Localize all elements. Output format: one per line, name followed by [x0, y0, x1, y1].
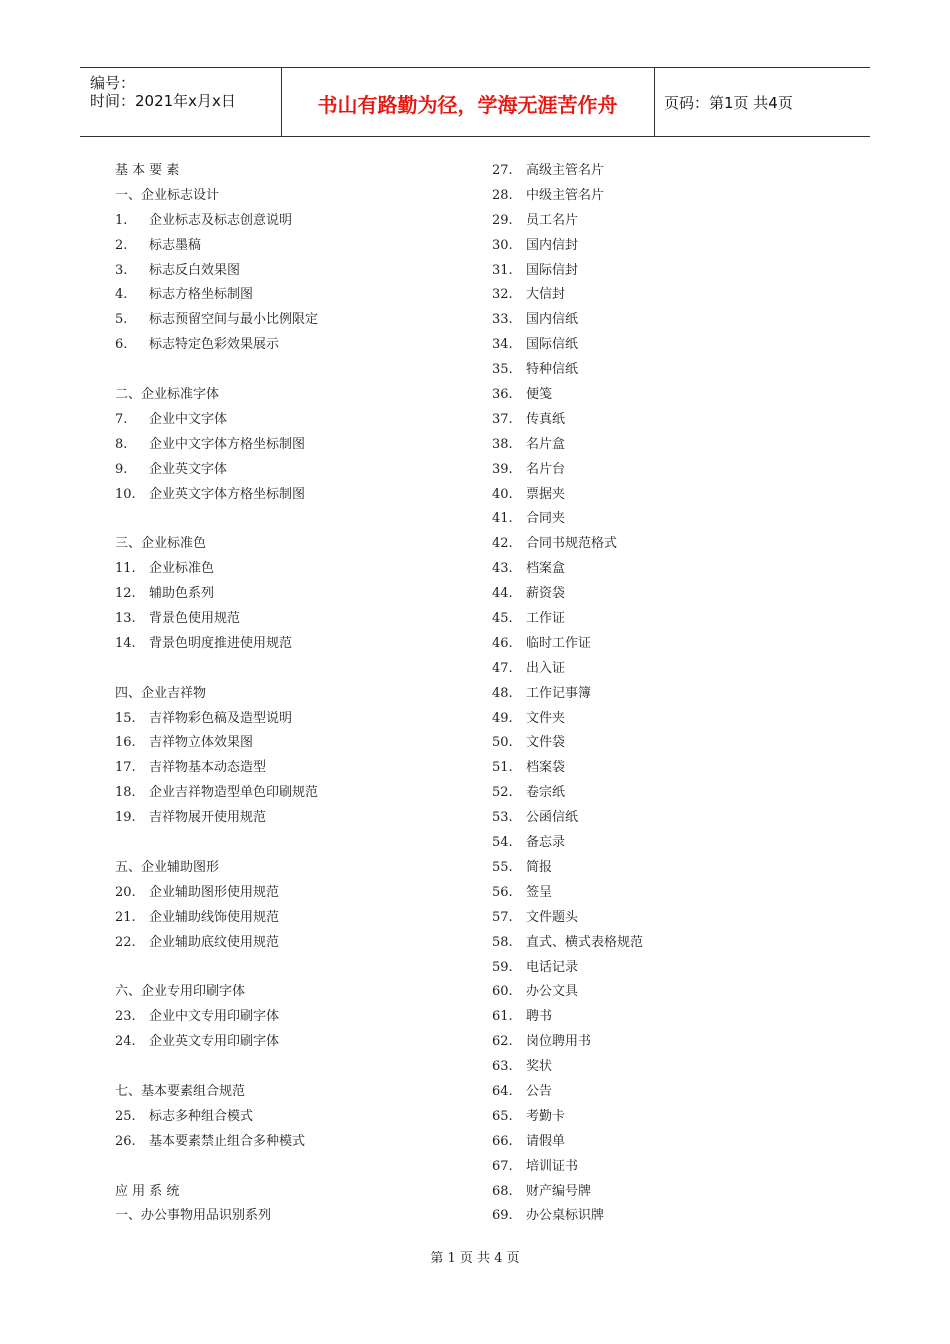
item-number: 10. — [115, 486, 136, 502]
list-item — [492, 607, 852, 632]
item-number: 12. — [115, 586, 136, 602]
section-heading: 六、企业专用印刷字体 — [115, 984, 246, 1000]
item-label: 办公桌标识牌 — [526, 1208, 605, 1224]
item-number: 16. — [115, 735, 136, 751]
list-item — [115, 1130, 475, 1155]
list-item — [115, 358, 475, 383]
item-number: 18. — [115, 785, 136, 801]
list-item — [115, 507, 475, 532]
item-label: 标志预留空间与最小比例限定 — [149, 312, 319, 328]
header-info-cell — [80, 68, 282, 136]
list-item — [115, 856, 475, 881]
list-item — [115, 283, 475, 308]
item-number: 21. — [115, 909, 136, 925]
list-item — [115, 1180, 475, 1205]
item-number: 58. — [492, 934, 513, 950]
item-label: 国内信纸 — [526, 312, 579, 328]
item-label: 高级主管名片 — [526, 163, 605, 178]
list-item — [492, 358, 852, 383]
item-number: 30. — [492, 237, 513, 253]
item-label: 奖状 — [526, 1059, 553, 1075]
list-item — [115, 532, 475, 557]
item-label: 请假单 — [526, 1133, 566, 1149]
list-item — [115, 632, 475, 657]
item-label: 备忘录 — [526, 835, 566, 851]
item-number: 64. — [492, 1083, 513, 1099]
list-item — [492, 881, 852, 906]
item-label: 传真纸 — [526, 411, 566, 427]
list-item — [492, 557, 852, 582]
item-label: 财产编号牌 — [526, 1183, 592, 1199]
item-label: 企业标准色 — [149, 561, 215, 577]
item-label: 吉祥物立体效果图 — [149, 735, 254, 751]
section-heading: 一、企业标志设计 — [115, 187, 220, 203]
item-label: 背景色明度推进使用规范 — [149, 635, 293, 651]
list-item — [492, 209, 852, 234]
list-item — [492, 159, 852, 184]
item-number: 46. — [492, 635, 513, 651]
list-item — [492, 657, 852, 682]
list-item — [492, 1155, 852, 1180]
list-item — [492, 1130, 852, 1155]
list-item — [115, 906, 475, 931]
list-item — [492, 1030, 852, 1055]
item-label: 合同夹 — [526, 511, 566, 527]
item-number: 62. — [492, 1034, 513, 1050]
item-label: 公函信纸 — [526, 810, 579, 826]
list-item — [492, 632, 852, 657]
list-item — [115, 806, 475, 831]
list-item — [492, 980, 852, 1005]
item-label: 企业中文字体 — [149, 411, 228, 427]
item-number: 4. — [115, 287, 128, 303]
item-label: 企业中文专用印刷字体 — [149, 1009, 280, 1025]
list-item — [115, 159, 475, 184]
item-number: 6. — [115, 337, 128, 353]
list-item — [115, 831, 475, 856]
list-item — [492, 731, 852, 756]
item-label: 企业英文专用印刷字体 — [149, 1034, 280, 1050]
item-number: 15. — [115, 710, 136, 726]
list-item — [492, 259, 852, 284]
item-label: 考勤卡 — [526, 1108, 566, 1124]
list-item — [115, 433, 475, 458]
item-label: 基本要素禁止组合多种模式 — [149, 1133, 306, 1149]
item-label: 文件袋 — [526, 735, 566, 751]
list-item — [115, 956, 475, 981]
item-number: 50. — [492, 735, 513, 751]
list-item — [115, 1005, 475, 1030]
list-item — [492, 682, 852, 707]
list-item — [492, 831, 852, 856]
section-heading: 四、企业吉祥物 — [115, 685, 207, 701]
list-item — [492, 906, 852, 931]
item-number: 8. — [115, 436, 128, 452]
item-number: 29. — [492, 212, 513, 228]
item-number: 63. — [492, 1059, 513, 1075]
item-number: 67. — [492, 1158, 513, 1174]
list-item — [492, 582, 852, 607]
document-time: 时间：2021年x月x日 — [90, 92, 236, 110]
item-number: 69. — [492, 1208, 513, 1224]
item-number: 36. — [492, 387, 513, 403]
item-number: 22. — [115, 934, 136, 950]
item-label: 办公文具 — [526, 984, 579, 1000]
item-number: 53. — [492, 810, 513, 826]
item-number: 5. — [115, 312, 128, 328]
item-number: 52. — [492, 785, 513, 801]
item-number: 17. — [115, 760, 136, 776]
item-number: 13. — [115, 611, 136, 627]
item-number: 41. — [492, 511, 513, 527]
section-heading: 三、企业标准色 — [115, 536, 207, 552]
list-item — [115, 1055, 475, 1080]
list-item — [115, 234, 475, 259]
list-item — [115, 607, 475, 632]
header-motto: 书山有路勤为径，学海无涯苦作舟 — [317, 93, 618, 117]
item-label: 企业吉祥物造型单色印刷规范 — [149, 785, 319, 801]
section-heading: 七、基本要素组合规范 — [115, 1083, 246, 1099]
item-label: 企业辅助底纹使用规范 — [149, 934, 280, 950]
item-number: 56. — [492, 884, 513, 900]
list-item — [492, 532, 852, 557]
list-item — [492, 1055, 852, 1080]
item-label: 签呈 — [526, 884, 553, 900]
page-footer: 第 1 页 共 4 页 — [430, 1251, 520, 1266]
list-item — [115, 582, 475, 607]
list-item — [492, 1005, 852, 1030]
item-number: 57. — [492, 909, 513, 925]
document-number-label: 编号： — [90, 74, 136, 92]
item-number: 9. — [115, 461, 128, 477]
list-item — [492, 856, 852, 881]
item-number: 32. — [492, 287, 513, 303]
item-number: 48. — [492, 685, 513, 701]
list-item — [115, 781, 475, 806]
list-item — [492, 283, 852, 308]
item-label: 企业英文字体 — [149, 461, 228, 477]
list-item — [492, 1180, 852, 1205]
item-number: 49. — [492, 710, 513, 726]
item-label: 培训证书 — [526, 1158, 579, 1174]
list-item — [115, 333, 475, 358]
right-column-list — [492, 159, 852, 1229]
item-number: 3. — [115, 262, 128, 278]
item-label: 简报 — [526, 859, 553, 875]
list-item — [115, 458, 475, 483]
list-item — [492, 383, 852, 408]
header-page-number: 页码：第1页 共4页 — [664, 94, 793, 112]
list-item — [492, 433, 852, 458]
item-number: 19. — [115, 810, 136, 826]
item-number: 65. — [492, 1108, 513, 1124]
item-number: 31. — [492, 262, 513, 278]
item-number: 20. — [115, 884, 136, 900]
item-label: 卷宗纸 — [526, 785, 566, 801]
item-label: 出入证 — [526, 660, 566, 676]
list-item — [115, 931, 475, 956]
item-label: 员工名片 — [526, 212, 579, 228]
item-number: 43. — [492, 561, 513, 577]
list-item — [115, 756, 475, 781]
item-label: 大信封 — [526, 287, 566, 303]
item-number: 68. — [492, 1183, 513, 1199]
item-label: 标志反白效果图 — [149, 262, 241, 278]
section-heading: 基 本 要 素 — [115, 163, 180, 178]
item-label: 企业辅助线饰使用规范 — [149, 909, 280, 925]
header-motto-cell — [281, 68, 655, 136]
section-heading: 一、办公事物用品识别系列 — [115, 1208, 272, 1224]
item-label: 公告 — [526, 1083, 553, 1099]
list-item — [115, 184, 475, 209]
item-label: 标志方格坐标制图 — [149, 287, 254, 303]
list-item — [492, 931, 852, 956]
item-label: 企业标志及标志创意说明 — [149, 212, 293, 228]
item-number: 24. — [115, 1034, 136, 1050]
item-label: 临时工作证 — [526, 635, 592, 651]
item-number: 51. — [492, 760, 513, 776]
list-item — [492, 1105, 852, 1130]
list-item — [115, 1155, 475, 1180]
item-label: 标志多种组合模式 — [149, 1108, 254, 1124]
item-number: 7. — [115, 411, 128, 427]
item-label: 中级主管名片 — [526, 187, 605, 203]
header-page-cell — [654, 68, 870, 136]
item-label: 直式、横式表格规范 — [526, 934, 644, 950]
list-item — [492, 234, 852, 259]
item-number: 11. — [115, 561, 136, 577]
list-item — [492, 707, 852, 732]
item-label: 薪资袋 — [526, 586, 566, 602]
item-label: 国内信封 — [526, 237, 579, 253]
left-column-list — [115, 159, 475, 1229]
item-number: 14. — [115, 635, 136, 651]
item-label: 背景色使用规范 — [149, 611, 241, 627]
item-label: 档案袋 — [526, 760, 566, 776]
item-label: 国际信封 — [526, 262, 579, 278]
item-label: 名片台 — [526, 461, 566, 477]
item-label: 企业中文字体方格坐标制图 — [149, 436, 306, 452]
list-item — [115, 657, 475, 682]
item-number: 37. — [492, 411, 513, 427]
list-item — [115, 1080, 475, 1105]
item-number: 39. — [492, 461, 513, 477]
item-number: 1. — [115, 212, 128, 228]
section-heading: 二、企业标准字体 — [115, 387, 220, 403]
list-item — [492, 756, 852, 781]
item-label: 聘书 — [526, 1009, 553, 1025]
list-item — [492, 806, 852, 831]
list-item — [115, 881, 475, 906]
item-label: 标志特定色彩效果展示 — [149, 337, 280, 353]
item-label: 吉祥物基本动态造型 — [149, 760, 267, 776]
item-number: 38. — [492, 436, 513, 452]
list-item — [115, 209, 475, 234]
page-header — [80, 67, 870, 137]
item-number: 44. — [492, 586, 513, 602]
item-number: 25. — [115, 1108, 136, 1124]
item-number: 26. — [115, 1133, 136, 1149]
item-number: 59. — [492, 959, 513, 975]
item-label: 国际信纸 — [526, 337, 579, 353]
list-item — [115, 557, 475, 582]
item-label: 企业英文字体方格坐标制图 — [149, 486, 306, 502]
list-item — [115, 308, 475, 333]
list-item — [492, 333, 852, 358]
list-item — [115, 731, 475, 756]
list-item — [115, 707, 475, 732]
list-item — [115, 682, 475, 707]
item-number: 54. — [492, 835, 513, 851]
item-number: 66. — [492, 1133, 513, 1149]
list-item — [115, 1030, 475, 1055]
item-label: 企业辅助图形使用规范 — [149, 884, 280, 900]
list-item — [115, 383, 475, 408]
list-item — [115, 483, 475, 508]
list-item — [492, 408, 852, 433]
item-number: 27. — [492, 163, 513, 178]
item-number: 35. — [492, 362, 513, 378]
item-number: 34. — [492, 337, 513, 353]
item-label: 票据夹 — [526, 486, 566, 502]
item-label: 工作记事簿 — [526, 685, 592, 701]
item-label: 岗位聘用书 — [526, 1034, 592, 1050]
list-item — [492, 956, 852, 981]
section-heading: 五、企业辅助图形 — [115, 859, 220, 875]
item-number: 45. — [492, 611, 513, 627]
item-label: 名片盒 — [526, 436, 566, 452]
list-item — [492, 483, 852, 508]
item-number: 23. — [115, 1009, 136, 1025]
item-number: 47. — [492, 660, 513, 676]
list-item — [492, 1204, 852, 1229]
item-number: 55. — [492, 859, 513, 875]
item-number: 60. — [492, 984, 513, 1000]
item-number: 2. — [115, 237, 128, 253]
list-item — [115, 408, 475, 433]
list-item — [115, 980, 475, 1005]
item-number: 33. — [492, 312, 513, 328]
item-label: 便笺 — [526, 387, 553, 403]
item-number: 42. — [492, 536, 513, 552]
item-label: 电话记录 — [526, 959, 579, 975]
list-item — [115, 1204, 475, 1229]
list-item — [492, 184, 852, 209]
list-item — [492, 781, 852, 806]
item-number: 61. — [492, 1009, 513, 1025]
list-item — [492, 308, 852, 333]
item-label: 辅助色系列 — [149, 586, 215, 602]
list-item — [115, 1105, 475, 1130]
item-number: 28. — [492, 187, 513, 203]
item-label: 文件题头 — [526, 909, 579, 925]
item-label: 合同书规范格式 — [526, 536, 618, 552]
list-item — [115, 259, 475, 284]
item-label: 特种信纸 — [526, 362, 579, 378]
list-item — [492, 458, 852, 483]
item-label: 档案盒 — [526, 561, 566, 577]
section-heading: 应 用 系 统 — [115, 1183, 180, 1199]
list-item — [492, 507, 852, 532]
item-number: 40. — [492, 486, 513, 502]
item-label: 吉祥物彩色稿及造型说明 — [149, 710, 293, 726]
item-label: 工作证 — [526, 611, 566, 627]
item-label: 吉祥物展开使用规范 — [149, 810, 267, 826]
item-label: 文件夹 — [526, 710, 566, 726]
item-label: 标志墨稿 — [149, 237, 202, 253]
list-item — [492, 1080, 852, 1105]
